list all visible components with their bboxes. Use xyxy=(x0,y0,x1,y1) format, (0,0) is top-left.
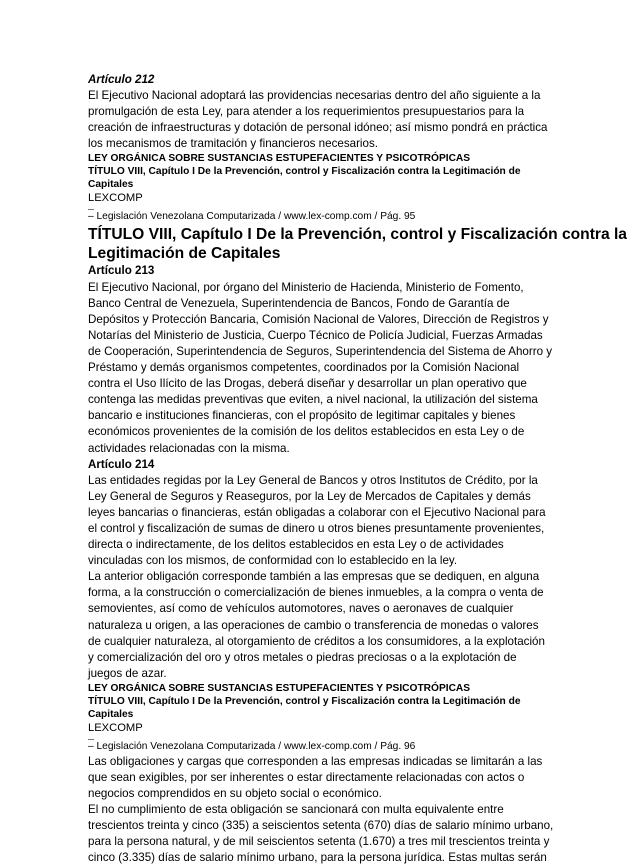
paragraph-line: Las entidades regidas por la Ley General de Bancos y otros Institutos de Crédito, por la xyxy=(88,473,538,487)
paragraph-line: negocios comprendidos en su objeto social o económico. xyxy=(88,787,382,801)
paragraph-line: Préstamo y demás organismos competentes, coordinados por la Comisión Nacional xyxy=(88,361,520,375)
paragraph-line: económicos provenientes de la comisión de los delitos establecidos en esta Ley o de xyxy=(88,425,525,439)
paragraph-line: actividades relacionadas con la misma. xyxy=(88,441,290,455)
paragraph-line: vinculadas con los mismos, de conformidad con lo establecido en la ley. xyxy=(88,554,458,568)
chapter-title: TÍTULO VIII, Capítulo I De la Prevención, control y Fiscalización contra la Legitimación de xyxy=(88,166,521,178)
paragraph-line: La anterior obligación corresponde también a las empresas que se dediquen, en alguna xyxy=(88,570,540,584)
paragraph-line: semovientes, así como de vehículos automotores, naves o aeronaves de cualquier xyxy=(88,602,514,616)
paragraph-line: de Cooperación, Superintendencia de Seguros, Superintendencia del Sistema de Ahorro y xyxy=(88,344,553,358)
paragraph-line: de cualquier naturaleza, al otorgamiento de créditos a los consumidores, a la explotación xyxy=(88,634,545,648)
running-header-95 xyxy=(88,152,558,224)
paragraph-line: contenga las medidas preventivas que eviten, a nivel nacional, la utilización del sistema xyxy=(88,393,538,407)
paragraph-line: naturaleza u origen, a las operaciones de cambio o transferencia de monedas o valores xyxy=(88,618,539,632)
paragraph-line: cinco (3.335) días de salario mínimo urbano, para la persona jurídica. Estas multas serán xyxy=(88,851,547,865)
paragraph-line: bancario e instituciones financieras, con el propósito de legitimar capitales y bienes xyxy=(88,409,516,423)
section-title: TÍTULO VIII, Capítulo I De la Prevención, control y Fiscalización contra la xyxy=(88,226,627,244)
lexcomp-label: LEXCOMP xyxy=(88,192,143,205)
paragraph-line: Ley General de Seguros y Reaseguros, por la Ley de Mercados de Capitales y demás xyxy=(88,489,531,503)
chapter-title: Capitales xyxy=(88,179,134,191)
chapter-title: TÍTULO VIII, Capítulo I De la Prevención, control y Fiscalización contra la Legitimación de xyxy=(88,695,521,707)
paragraph-line: que sean exigibles, por ser inherentes o estar directamente relacionadas con actos o xyxy=(88,771,525,784)
chapter-title: Capitales xyxy=(88,708,134,720)
paragraph-line: el control y fiscalización de sumas de dinero u otros bienes presuntamente provenientes, xyxy=(88,521,545,535)
article-heading: Artículo 212 xyxy=(88,73,155,86)
paragraph-line: Las obligaciones y cargas que corresponden a las empresas indicadas se limitarán a las xyxy=(88,754,543,768)
document-page xyxy=(88,72,627,867)
section-heading xyxy=(88,225,627,263)
article-212 xyxy=(88,72,558,152)
article-214-continuation xyxy=(88,754,558,867)
paragraph-line: leyes bancarias o financieras, están obligadas a colaborar con el Ejecutivo Nacional para xyxy=(88,505,546,519)
law-title: LEY ORGÁNICA SOBRE SUSTANCIAS ESTUPEFACIENTES Y PSICOTRÓPICAS xyxy=(88,153,471,165)
page-footer: – Legislación Venezolana Computarizada / www.lex-comp.com / Pág. 96 xyxy=(88,740,416,752)
law-title: LEY ORGÁNICA SOBRE SUSTANCIAS ESTUPEFACIENTES Y PSICOTRÓPICAS xyxy=(88,682,471,694)
paragraph-line: trescientos treinta y cinco (335) a seiscientos setenta (670) días de salario mínimo urbano, xyxy=(88,819,554,833)
lexcomp-label: LEXCOMP xyxy=(88,721,143,734)
paragraph-line: forma, a la construcción o comercialización de bienes inmuebles, a la compra o venta de xyxy=(88,586,544,600)
paragraph-line: El no cumplimiento de esta obligación se sancionará con multa equivalente entre xyxy=(88,803,504,817)
paragraph-line: juegos de azar. xyxy=(88,666,167,680)
paragraph-line: contra el Uso Ilícito de las Drogas, deberá diseñar y desarrollar un plan operativo que xyxy=(88,377,527,391)
paragraph-line: El Ejecutivo Nacional, por órgano del Ministerio de Hacienda, Ministerio de Fomento, xyxy=(88,280,524,294)
paragraph-line: y comercialización del oro y otros metales o piedras preciosas o a la explotación de xyxy=(88,650,517,664)
paragraph-line: Banco Central de Venezuela, Superintendencia de Bancos, Fondo de Garantía de xyxy=(88,296,510,310)
running-header-96 xyxy=(88,682,558,754)
paragraph-line: directa o indirectamente, de los delitos establecidos en esta Ley o de actividades xyxy=(88,538,504,552)
article-heading: Artículo 214 xyxy=(88,457,155,471)
page-footer: – Legislación Venezolana Computarizada / www.lex-comp.com / Pág. 95 xyxy=(88,211,416,223)
paragraph-line: promulgación de esta Ley, para atender a los requerimientos presupuestarios para la xyxy=(88,105,525,119)
article-214 xyxy=(88,457,558,682)
paragraph-line: El Ejecutivo Nacional adoptará las providencias necesarias dentro del año siguiente a la xyxy=(88,89,541,103)
paragraph-line: Notarías del Ministerio de Justicia, Cuerpo Técnico de Policía Judicial, Fuerzas Armadas xyxy=(88,328,543,342)
article-213 xyxy=(88,263,558,456)
article-heading: Artículo 213 xyxy=(88,264,155,278)
paragraph-line: los mecanismos de tramitación y financieros necesarios. xyxy=(88,137,378,151)
paragraph-line: creación de infraestructuras y dotación de personal idóneo; así mismo pondrá en práctica xyxy=(88,121,548,135)
paragraph-line: Depósitos y Protección Bancaria, Comisión Nacional de Valores, Dirección de Registros y xyxy=(88,312,549,326)
section-title: Legitimación de Capitales xyxy=(88,245,281,263)
paragraph-line: para la persona natural, y de mil seiscientos setenta (1.670) a tres mil trescientos treinta y xyxy=(88,835,550,849)
